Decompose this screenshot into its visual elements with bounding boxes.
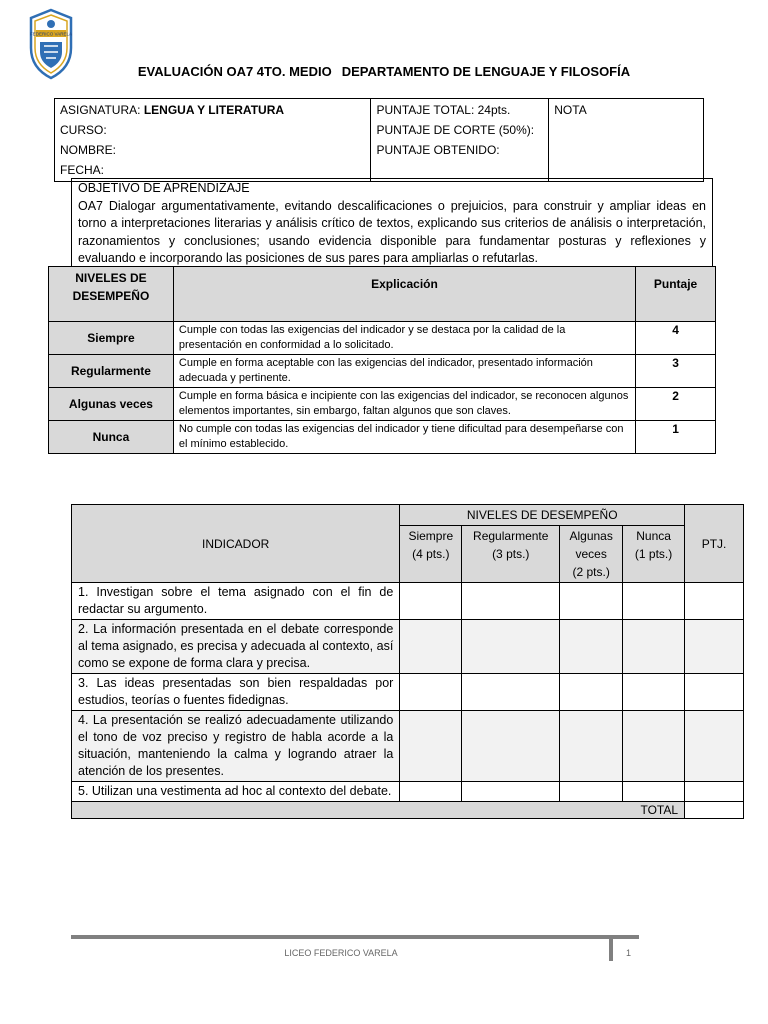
score-cell-ptj[interactable] (685, 711, 744, 782)
indicator-text: 5. Utilizan una vestimenta ad hoc al contexto del debate. (72, 782, 400, 802)
objective-heading: OBJETIVO DE APRENDIZAJE (78, 181, 250, 195)
score-cell-ptj[interactable] (685, 583, 744, 620)
col-name: Nunca (636, 529, 671, 543)
indicator-row (72, 583, 744, 620)
curso-field[interactable]: CURSO: (60, 123, 107, 137)
level-explanation: Cumple en forma aceptable con las exigencias del indicador, presentado información adecuada y pertinente. (173, 355, 635, 388)
level-points: 2 (636, 388, 716, 421)
score-cell-algunas-veces[interactable] (560, 711, 623, 782)
score-cell-nunca[interactable] (623, 711, 685, 782)
level-name: Nunca (49, 421, 174, 454)
footer-divider (71, 935, 639, 939)
score-cell-siempre[interactable] (400, 782, 462, 802)
level-explanation: Cumple con todas las exigencias del indicador y se destaca por la calidad de la presentación en conformidad a lo solicitado. (173, 322, 635, 355)
nota-field[interactable] (549, 99, 704, 182)
footer-school-name: LICEO FEDERICO VARELA (284, 948, 398, 958)
score-cell-nunca[interactable] (623, 674, 685, 711)
levels-header-niveles: NIVELES DE DESEMPEÑO (49, 267, 174, 322)
niveles-desempeno-header: NIVELES DE DESEMPEÑO (400, 505, 685, 526)
indicator-header: INDICADOR (72, 505, 400, 583)
total-score-cell[interactable] (685, 802, 744, 819)
col-algunas-veces (560, 526, 623, 583)
level-explanation: Cumple en forma básica e incipiente con las exigencias del indicador, se reconocen algunos elementos importantes, sin embargo, faltan algunos que son claves. (173, 388, 635, 421)
score-cell-nunca[interactable] (623, 620, 685, 674)
level-explanation: No cumple con todas las exigencias del indicador y tiene dificultad para desempeñarse con el mínimo establecido. (173, 421, 635, 454)
title-departamento: DEPARTAMENTO DE LENGUAJE Y FILOSOFÍA (341, 64, 631, 79)
fecha-field[interactable]: FECHA: (60, 163, 105, 177)
indicator-text: 4. La presentación se realizó adecuadamente utilizando el tono de voz preciso y registro de habla acorde a la situación, manteniendo la calma y logrando atraer la atención de los presentes. (72, 711, 400, 782)
col-pts: (3 pts.) (492, 547, 530, 561)
levels-header-explicacion: Explicación (173, 267, 635, 322)
level-row (49, 388, 716, 421)
score-cell-ptj[interactable] (685, 782, 744, 802)
level-name: Regularmente (49, 355, 174, 388)
col-pts: (1 pts.) (634, 547, 673, 561)
col-name: Siempre (408, 529, 454, 543)
score-cell-regularmente[interactable] (462, 782, 560, 802)
title-evaluacion: EVALUACIÓN OA7 4TO. MEDIO (137, 64, 332, 79)
ptj-header: PTJ. (685, 505, 744, 583)
score-cell-ptj[interactable] (685, 674, 744, 711)
svg-text:FEDERICO VARELA: FEDERICO VARELA (30, 31, 72, 37)
score-cell-regularmente[interactable] (462, 711, 560, 782)
indicator-text: 3. Las ideas presentadas son bien respaldadas por estudios, teorías o fuentes fidedignas. (72, 674, 400, 711)
puntaje-obtenido-field[interactable]: PUNTAJE OBTENIDO: (376, 143, 500, 157)
puntaje-total: PUNTAJE TOTAL: 24pts. (376, 103, 511, 117)
nombre-field[interactable]: NOMBRE: (60, 143, 117, 157)
score-cell-siempre[interactable] (400, 583, 462, 620)
objective-text: OA7 Dialogar argumentativamente, evitando descalificaciones o prejuicios, para construir y ampliar ideas en torno a interpretaciones literarias y análisis crítico de textos, explicando sus criterios de análisis o interpretación, razonamientos y conclusiones; usando evidencia disponible para fundamentar posturas y reflexiones y evaluando e incorporando las posiciones de sus pares para ampliarlas o refutarlas. (78, 198, 706, 265)
indicator-text: 2. La información presentada en el debate corresponde al tema asignado, es precisa y adecuada al contexto, así como se expone de forma clara y precisa. (72, 620, 400, 674)
footer-page-number: 1 (626, 948, 632, 958)
total-label: TOTAL (72, 802, 685, 819)
indicator-text: 1. Investigan sobre el tema asignado con el fin de redactar su argumento. (72, 583, 400, 620)
score-cell-nunca[interactable] (623, 583, 685, 620)
document-title (0, 64, 768, 79)
level-row (49, 421, 716, 454)
col-pts: (2 pts.) (572, 565, 610, 579)
asignatura-line (60, 100, 365, 120)
score-cell-ptj[interactable] (685, 620, 744, 674)
score-cell-regularmente[interactable] (462, 674, 560, 711)
score-info (371, 99, 549, 182)
col-name: Regularmente (473, 529, 549, 543)
score-cell-siempre[interactable] (400, 620, 462, 674)
indicator-table (71, 504, 744, 819)
score-cell-regularmente[interactable] (462, 620, 560, 674)
col-regularmente (462, 526, 560, 583)
level-points: 4 (636, 322, 716, 355)
nota-label: NOTA (554, 103, 587, 117)
total-row (72, 802, 744, 819)
score-cell-algunas-veces[interactable] (560, 583, 623, 620)
indicator-row (72, 620, 744, 674)
indicator-row (72, 711, 744, 782)
level-name: Algunas veces (49, 388, 174, 421)
score-cell-regularmente[interactable] (462, 583, 560, 620)
levels-header-puntaje: Puntaje (636, 267, 716, 322)
score-cell-siempre[interactable] (400, 674, 462, 711)
col-name: Algunas veces (569, 529, 613, 561)
indicator-row (72, 674, 744, 711)
level-name: Siempre (49, 322, 174, 355)
puntaje-corte-field[interactable]: PUNTAJE DE CORTE (50%): (376, 123, 535, 137)
student-info-left (55, 99, 371, 182)
score-cell-algunas-veces[interactable] (560, 674, 623, 711)
indicator-row (72, 782, 744, 802)
asignatura-label: ASIGNATURA: (60, 103, 141, 117)
objective-box (71, 178, 713, 271)
asignatura-value: LENGUA Y LITERATURA (143, 103, 285, 117)
score-cell-siempre[interactable] (400, 711, 462, 782)
score-cell-nunca[interactable] (623, 782, 685, 802)
level-points: 3 (636, 355, 716, 388)
score-cell-algunas-veces[interactable] (560, 620, 623, 674)
col-siempre (400, 526, 462, 583)
level-points: 1 (636, 421, 716, 454)
level-row (49, 322, 716, 355)
level-row (49, 355, 716, 388)
score-cell-algunas-veces[interactable] (560, 782, 623, 802)
col-pts: (4 pts.) (412, 547, 450, 561)
student-info-table (54, 98, 704, 182)
performance-levels-table (48, 266, 716, 454)
col-nunca (623, 526, 685, 583)
